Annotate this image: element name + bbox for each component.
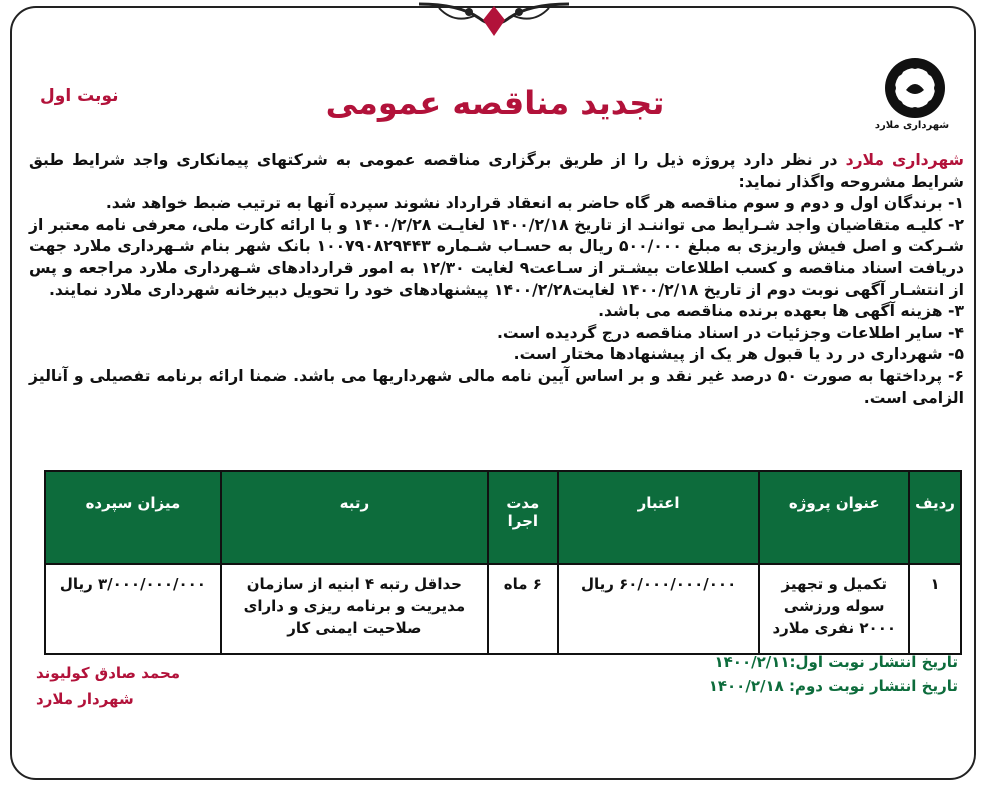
clause-4: ۴- سایر اطلاعات وجزئیات در اسناد مناقصه درج گردیده است. bbox=[497, 323, 964, 342]
top-ornament bbox=[419, 0, 569, 44]
cell-duration: ۶ ماه bbox=[488, 564, 558, 654]
cell-row-number: ۱ bbox=[909, 564, 961, 654]
intro-paragraph bbox=[29, 150, 964, 193]
col-header-budget: اعتبار bbox=[558, 471, 760, 564]
logo-caption: شهرداری ملارد bbox=[874, 120, 950, 131]
cell-deposit: ۳/۰۰۰/۰۰۰/۰۰۰ ریال bbox=[45, 564, 221, 654]
table-header-row bbox=[45, 471, 961, 564]
intro-org: شهرداری ملارد bbox=[845, 151, 965, 169]
intro-text: در نظر دارد پروژه ذیل را از طریق برگزاری مناقصه عمومی به شرکتهای پیمانکاری واجد شرایط طبق شرایط مشروحه واگذار نماید: bbox=[29, 151, 964, 191]
col-header-row-number: ردیف bbox=[909, 471, 961, 564]
page-title: تجدید مناقصه عمومی bbox=[325, 84, 665, 122]
signatory-name: محمد صادق کولیوند bbox=[36, 664, 181, 682]
col-header-project-title: عنوان پروژه bbox=[759, 471, 909, 564]
second-publication-date: تاریخ انتشار نوبت دوم: ۱۴۰۰/۲/۱۸ bbox=[708, 677, 958, 695]
col-header-grade: رتبه bbox=[221, 471, 488, 564]
clause-6: ۶- پرداختها به صورت ۵۰ درصد غیر نقد و بر اساس آیین نامه مالی شهرداریها می باشد. ضمنا ارائه برنامه تفصیلی و آنالیز الزامی است. bbox=[29, 366, 965, 407]
clause-1: ۱- برندگان اول و دوم و سوم مناقصه هر گاه حاضر به انعقاد قرارداد نشوند سپرده آنها به ترتیب ضبط خواهد شد. bbox=[105, 194, 964, 213]
signature-block bbox=[36, 660, 180, 712]
first-publication-date: تاریخ انتشار نوبت اول:۱۴۰۰/۲/۱۱ bbox=[714, 653, 958, 671]
cell-project-title: تکمیل و تجهیز سوله ورزشی ۲۰۰۰ نفری ملارد bbox=[759, 564, 909, 654]
round-badge: نوبت اول bbox=[40, 86, 119, 106]
cell-grade: حداقل رتبه ۴ ابنیه از سازمان مدیریت و برنامه ریزی و دارای صلاحیت ایمنی کار bbox=[221, 564, 488, 654]
notice-body bbox=[29, 150, 964, 409]
signatory-role: شهردار ملارد bbox=[36, 690, 134, 708]
clause-2: ۲- کلیـه متقاضیان واجد شـرایط می تواننـد از تاریخ ۱۴۰۰/۲/۱۸ لغایـت ۱۴۰۰/۲/۲۸ و با ارائه کارت ملی، معرفی نامه معتبر از شـرکت و اصل فیش واریزی به مبلغ ۵۰۰/۰۰۰ ریال به حسـاب شـماره ۱۰۰۷۹۰۸۲۹۴۴۳ بانک شهر بنام شـهرداری ملارد جهت دریافت اسناد مناقصه و کسب اطلاعات بیشـتر از سـاعت۹ لغایت ۱۲/۳۰ به امور قراردادهای شـهرداری ملارد مراجعه و پس از انتشـار آگهی نوبت دوم از تاریخ ۱۴۰۰/۲/۱۸ لغایت۱۴۰۰/۲/۲۸ پیشنهادهای خود را تحویل دبیرخانه شهرداری ملارد نمایند. bbox=[29, 215, 965, 299]
publication-dates bbox=[709, 650, 958, 698]
tender-table bbox=[44, 470, 962, 655]
table-row bbox=[45, 564, 961, 654]
clause-5: ۵- شهرداری در رد یا قبول هر یک از پیشنهادها مختار است. bbox=[513, 345, 964, 364]
cell-budget: ۶۰/۰۰۰/۰۰۰/۰۰۰ ریال bbox=[558, 564, 760, 654]
col-header-deposit: میزان سپرده bbox=[45, 471, 221, 564]
clause-3: ۳- هزینه آگهی ها بعهده برنده مناقصه می باشد. bbox=[598, 302, 964, 321]
col-header-duration: مدت اجرا bbox=[488, 471, 558, 564]
